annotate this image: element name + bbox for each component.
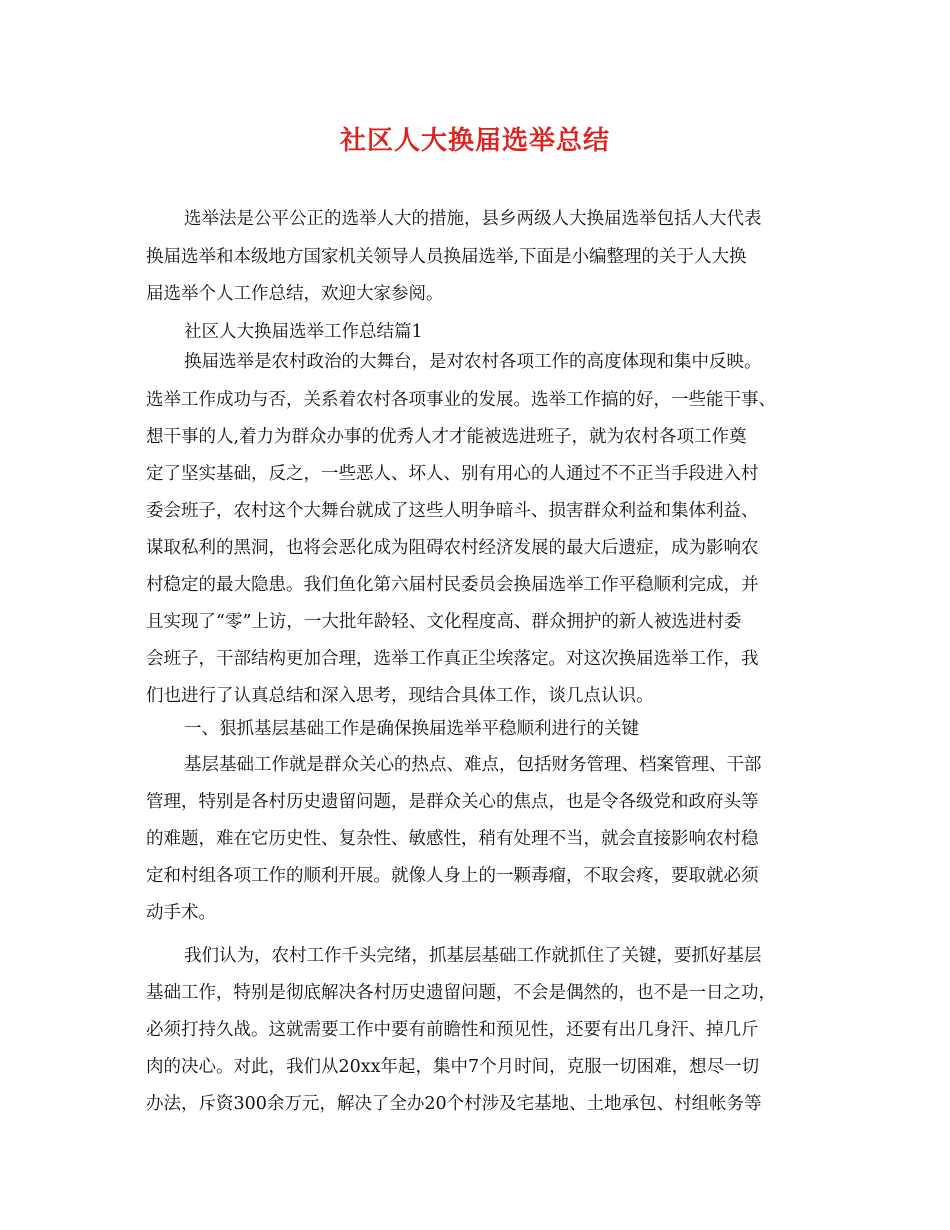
paragraph-line: 定和村组各项工作的顺利开展。就像人身上的一颗毒瘤，不取会疼，要取就必须 bbox=[146, 866, 759, 886]
paragraph-line: 必须打持久战。这就需要工作中要有前瞻性和预见性，还要有出几身汗、掉几斤 bbox=[146, 1020, 759, 1040]
paragraph-line: 管理，特别是各村历史遗留问题，是群众关心的焦点，也是令各级党和政府头等 bbox=[146, 792, 759, 812]
paragraph-line: 肉的决心。对此，我们从20xx年起，集中7个月时间，克服一切困难，想尽一切 bbox=[146, 1057, 760, 1077]
paragraph-line: 们也进行了认真总结和深入思考，现结合具体工作，谈几点认识。 bbox=[146, 686, 654, 706]
paragraph-line: 选举法是公平公正的选举人大的措施，县乡两级人大换届选举包括人大代表 bbox=[184, 209, 762, 229]
paragraph-line: 我们认为，农村工作千头完绪，抓基层基础工作就抓住了关键，要抓好基层 bbox=[184, 946, 762, 966]
paragraph-line: 会班子，干部结构更加合理，选举工作真正尘埃落定。对这次换届选举工作，我 bbox=[146, 649, 759, 669]
paragraph-line: 届选举个人工作总结，欢迎大家参阅。 bbox=[146, 284, 444, 304]
section-heading: 社区人大换届选举工作总结篇1 bbox=[184, 322, 423, 342]
paragraph-line: 村稳定的最大隐患。我们鱼化第六届村民委员会换届选举工作平稳顺利完成，并 bbox=[146, 575, 759, 595]
paragraph-line: 且实现了“零”上访，一大批年龄轻、文化程度高、群众拥护的新人被选进村委 bbox=[146, 612, 742, 632]
paragraph-line: 换届选举和本级地方国家机关领导人员换届选举,下面是小编整理的关于人大换 bbox=[146, 247, 747, 267]
paragraph-line: 基层基础工作就是群众关心的热点、难点，包括财务管理、档案管理、干部 bbox=[184, 755, 762, 775]
paragraph-line: 谋取私利的黑洞，也将会恶化成为阻碍农村经济发展的最大后遗症，成为影响农 bbox=[146, 538, 759, 558]
paragraph-line: 定了坚实基础，反之，一些恶人、坏人、别有用心的人通过不不正当手段进入村 bbox=[146, 464, 759, 484]
paragraph-line: 委会班子，农村这个大舞台就成了这些人明争暗斗、损害群众利益和集体利益、 bbox=[146, 501, 759, 521]
paragraph-line: 的难题，难在它历史性、复杂性、敏感性，稍有处理不当，就会直接影响农村稳 bbox=[146, 829, 759, 849]
paragraph-line: 办法，斥资300余万元，解决了全办20个村涉及宅基地、土地承包、村组帐务等 bbox=[146, 1094, 762, 1114]
paragraph-line: 想干事的人,着力为群众办事的优秀人才才能被选进班子，就为农村各项工作奠 bbox=[146, 427, 747, 447]
paragraph-line: 动手术。 bbox=[146, 903, 216, 923]
document-title: 社区人大换届选举总结 bbox=[339, 126, 610, 156]
section-heading: 一、狠抓基层基础工作是确保换届选举平稳顺利进行的关键 bbox=[184, 719, 639, 739]
paragraph-line: 选举工作成功与否，关系着农村各项事业的发展。选举工作搞的好，一些能干事、 bbox=[146, 390, 776, 410]
paragraph-line: 换届选举是农村政治的大舞台，是对农村各项工作的高度体现和集中反映。 bbox=[184, 352, 762, 372]
paragraph-line: 基础工作，特别是彻底解决各村历史遗留问题，不会是偶然的，也不是一日之功， bbox=[146, 983, 776, 1003]
